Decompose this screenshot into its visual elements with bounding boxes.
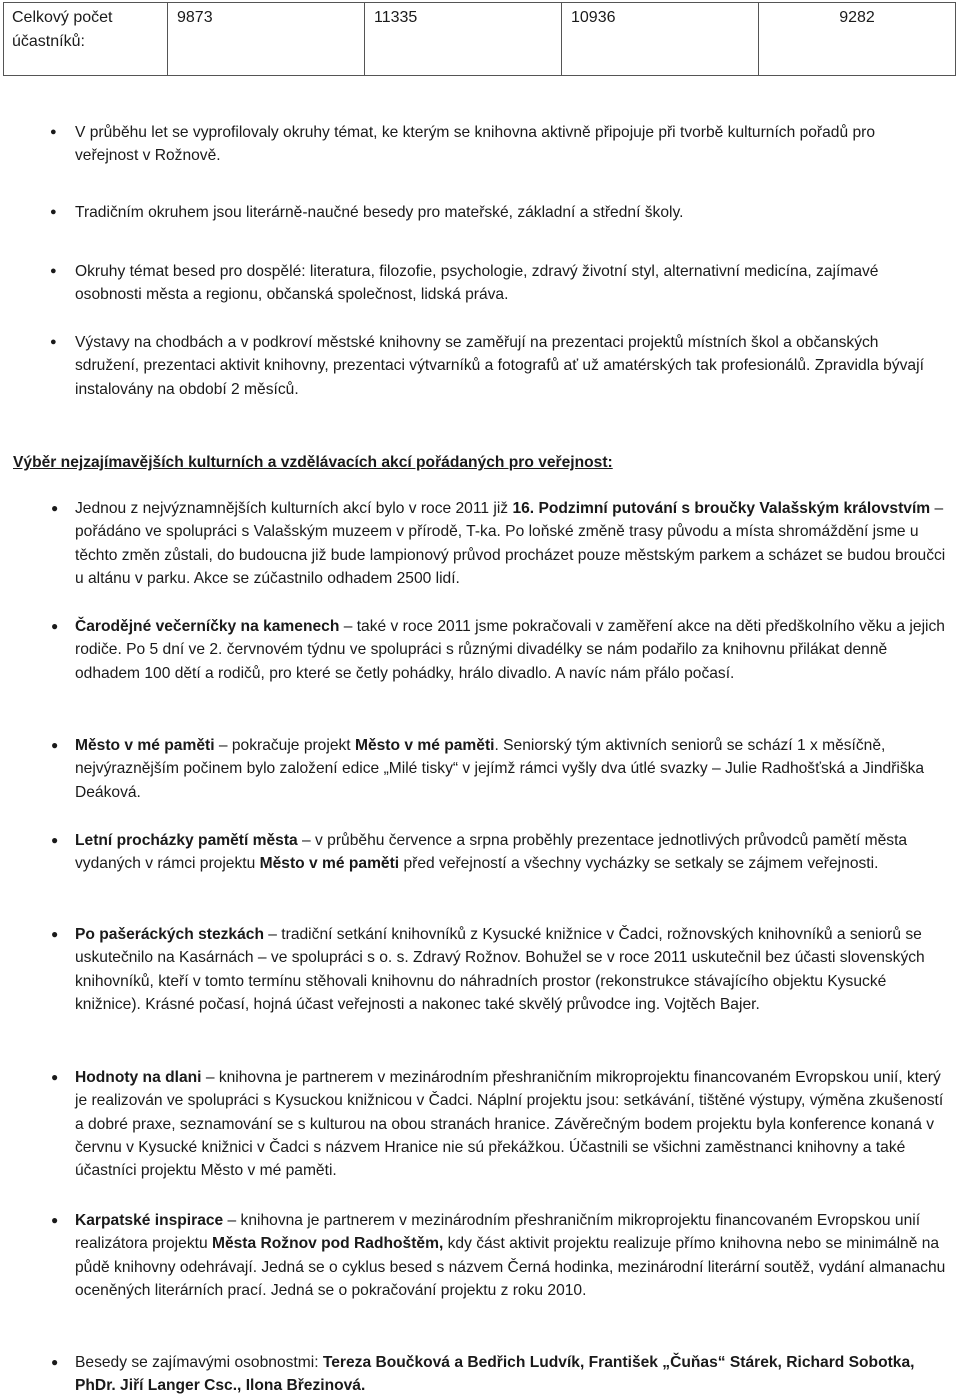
- bullet-icon: ●: [51, 738, 59, 752]
- bullet-icon: ●: [50, 206, 57, 218]
- bullet-icon: ●: [51, 1355, 59, 1369]
- list-item: [0, 201, 960, 224]
- bullet-icon: ●: [51, 833, 59, 847]
- event-text: před veřejností a všechny vycházky se setkaly se zájmem veřejnosti.: [399, 855, 879, 873]
- table-value-cell: 11335: [365, 3, 562, 76]
- list-item: [0, 734, 960, 804]
- bullet-icon: ●: [51, 619, 59, 633]
- event-title: Město v mé paměti: [259, 855, 400, 873]
- table-value-cell: 9873: [168, 3, 365, 76]
- table-value-cell: 10936: [562, 3, 759, 76]
- event-title: Po pašeráckých stezkách: [75, 926, 264, 943]
- list-item: [0, 331, 960, 401]
- bullet-icon: ●: [51, 501, 59, 515]
- event-text: – také v roce 2011 jsme pokračovali v zaměření akce na děti předškolního věku a jejich rodiče. Po 5 dní ve 2. červnovém týdnu ve spolupráci s různými divadélky se nám podařilo za knihovnu přilákat denně odhadem 100 dětí a rodičů, pro které se četly pohádky, hrálo divadlo. A navíc nám přálo počasí.: [75, 618, 945, 682]
- event-text: – v průběhu července a srpna proběhly prezentace jednotlivých průvodců pamětí města vydaných v rámci projektu: [75, 832, 908, 873]
- participants-table: [3, 2, 956, 76]
- event-text: Besedy se zajímavými osobnostmi:: [75, 1354, 323, 1371]
- list-item-text: Okruhy témat besed pro dospělé: literatura, filozofie, psychologie, zdravý životní styl, alternativní medicína, zajímavé osobnosti města a regionu, občanská společnost, lidská práva.: [75, 263, 879, 304]
- event-title: Město v mé paměti: [354, 737, 495, 754]
- list-item: [0, 1351, 960, 1396]
- bullet-icon: ●: [51, 1213, 59, 1227]
- event-title: Čarodějné večerníčky na kamenech: [75, 618, 340, 635]
- event-text: – tradiční setkání knihovníků z Kysucké knižnice v Čadci, rožnovských knihovníků a seniorů se uskutečnilo na Kasárnách – ve spolupráci s o. s. Zdravý Rožnov. Bohužel se v roce 2011 uskutečnil bez účasti slovenských knihovníků, kteří v tomto termínu stěhovali knihovnu do náhradních prostor (rekonstrukce stávajícího objektu Kysucké knižnice). Krásné počasí, hojná účast veřejnosti a nakonec také skvělý průvodce ing. Vojtěch Bajer.: [75, 926, 925, 1013]
- list-item: [0, 121, 960, 168]
- list-item: [0, 1209, 960, 1302]
- bullet-icon: ●: [50, 265, 57, 277]
- list-item: [0, 260, 960, 307]
- list-item: [0, 497, 960, 590]
- section-heading: Výběr nejzajímavějších kulturních a vzdělávacích akcí pořádaných pro veřejnost:: [13, 454, 613, 471]
- event-title: Město v mé paměti: [75, 737, 215, 754]
- bullet-icon: ●: [50, 126, 57, 138]
- list-item: [0, 923, 960, 1016]
- event-title: Karpatské inspirace: [75, 1212, 224, 1229]
- bullet-icon: ●: [50, 336, 57, 348]
- event-text: kdy část aktivit projektu realizuje přímo knihovna nebo se minimálně na půdě knihovny odehrávají. Jedná se o cyklus besed s názvem Černá hodinka, mezinárodní literární soutěž, vydání almanachu oceněných literárních prací. Jedná se o pokračování projektu z roku 2010.: [75, 1235, 946, 1299]
- event-text: – pokračuje projekt: [214, 737, 355, 754]
- event-title: Města Rožnov pod Radhoštěm,: [211, 1235, 444, 1253]
- event-text: Jednou z nejvýznamnějších kulturních akcí bylo v roce 2011 již: [75, 500, 513, 517]
- event-title: 16. Podzimní putování s broučky Valašským královstvím: [512, 500, 931, 517]
- bullet-icon: ●: [51, 927, 59, 941]
- event-title: Tereza Boučková a Bedřich Ludvík, František „Čuňas“ Stárek, Richard Sobotka, PhDr. Jiří Langer Csc., Ilona Březinová.: [75, 1354, 915, 1395]
- event-title: Hodnoty na dlani: [75, 1069, 202, 1086]
- list-item-text: V průběhu let se vyprofilovaly okruhy témat, ke kterým se knihovna aktivně připojuje při tvorbě kulturních pořadů pro veřejnost v Rožnově.: [75, 124, 876, 165]
- list-item-text: Tradičním okruhem jsou literárně-naučné besedy pro mateřské, základní a střední školy.: [75, 204, 684, 221]
- list-item: [0, 1066, 960, 1182]
- list-item: [0, 829, 960, 876]
- event-text: – knihovna je partnerem v mezinárodním přeshraničním mikroprojektu financovaném Evropskou unií realizátora projektu: [75, 1212, 921, 1253]
- list-item: [0, 615, 960, 685]
- event-title: Letní procházky pamětí města: [75, 832, 298, 849]
- bullet-icon: ●: [51, 1070, 59, 1084]
- table-value-cell: 9282: [759, 3, 956, 76]
- event-text: – knihovna je partnerem v mezinárodním přeshraničním mikroprojektu financovaném Evropskou unií, který je realizován ve spolupráci s Kysuckou knižnicou v Čadci. Náplní projektu jsou: setkávání, tištěné výstupy, výměna zkušeností a dobré praxe, seznamování se s kulturou na obou stranách hranice. Závěrečným bodem projektu byla konference konaná v červnu v Kysucké knižnici v Čadci s názvem Hranice nie sú překážkou. Účastnili se všichni zaměstnanci knihovny a také účastníci projektu Město v mé paměti.: [75, 1069, 944, 1180]
- list-item-text: Výstavy na chodbách a v podkroví městské knihovny se zaměřují na prezentaci projektů místních škol a občanských sdružení, prezentaci aktivit knihovny, prezentaci výtvarníků a fotografů ať už amatérských tak profesionálů. Zpravidla bývají instalovány na období 2 měsíců.: [75, 334, 924, 398]
- event-text: – pořádáno ve spolupráci s Valašským muzeem v přírodě, T-ka. Po loňské změně trasy původu a místa shromáždění jsme u těchto změn zůstali, do budoucna již bude lampionový průvod procházet pouze městským parkem a scházet se budou broučci u altánu v parku. Akce se zúčastnilo odhadem 2500 lidí.: [75, 500, 946, 587]
- table-label-cell: Celkový počet účastníků:: [4, 3, 168, 76]
- table-row: [4, 3, 956, 76]
- event-text: . Seniorský tým aktivních seniorů se schází 1 x měsíčně, nejvýraznějším počinem bylo založení edice „Milé tisky“ v jejímž rámci vyšly dva útlé svazky – Julie Radhošťská a Jindřiška Deáková.: [75, 737, 925, 801]
